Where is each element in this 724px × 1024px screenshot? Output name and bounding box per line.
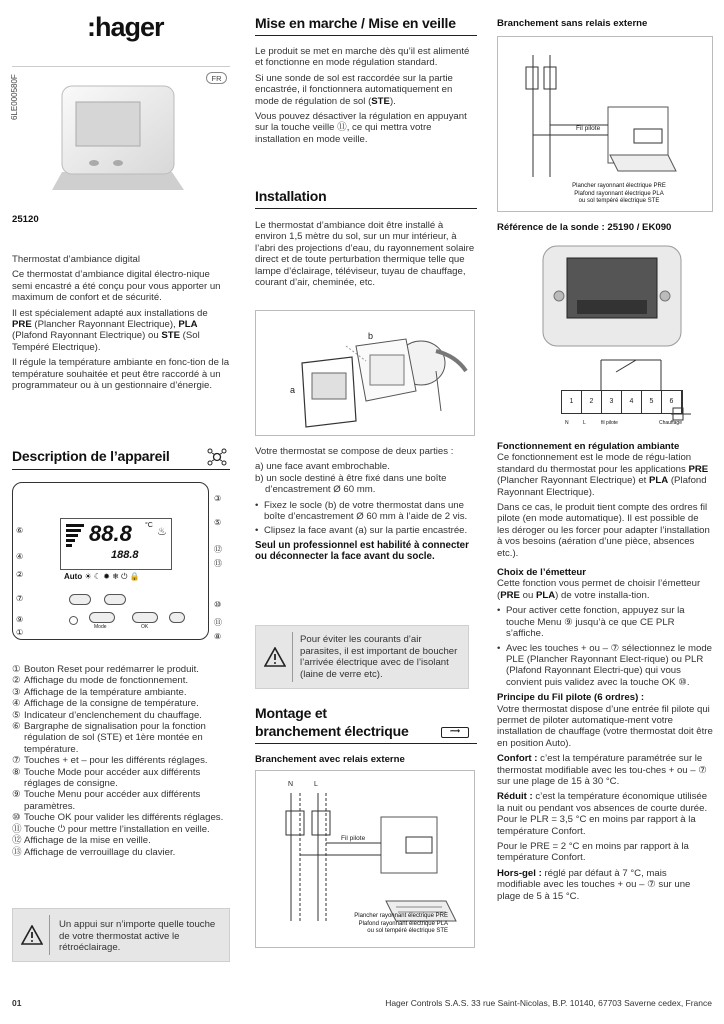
wiring-figure-sans-relais: [497, 36, 713, 212]
choix-p1: Cette fonction vous permet de choisir l’émetteur (PRE ou PLA) de votre installa-tion.: [497, 578, 701, 601]
terminal-diagram: [561, 352, 701, 428]
backlight-note: [12, 908, 230, 962]
terminal-cell: 1: [562, 391, 582, 413]
plus-button[interactable]: [104, 594, 126, 605]
fil-pilote-title: Principe du Fil pilote (6 ordres) :: [497, 692, 645, 704]
terminal-label: L: [583, 420, 586, 426]
wiring-figure-relais: [255, 770, 475, 948]
ok-button[interactable]: [132, 612, 158, 623]
choix-bullets: [497, 605, 713, 688]
reset-button[interactable]: [69, 616, 78, 625]
mode-row: [64, 572, 174, 582]
product-intro: [12, 254, 230, 395]
insulation-note: [255, 625, 469, 689]
installation-bullet: • Clipsez la face avant (a) sur la partie encastrée.: [255, 525, 477, 536]
mode-auto-label: Auto: [64, 572, 83, 581]
terminal-cell: 5: [642, 391, 662, 413]
product-p1: Ce thermostat d’ambiance digital électro-nique semi encastré a été conçu pour vous apporter un maximum de confort et de sécurité.: [12, 269, 221, 304]
setpoint-temp-display: 188.8: [111, 549, 139, 561]
confort-text: Confort : c’est la température paramétrée sur le thermostat modifiable avec les tou-ches + ou – ⑦ sur une plage de 15 à 30 °C.: [497, 753, 707, 787]
installation-heading: [255, 188, 477, 209]
description-item: ⑪ Touche ⏻ pour mettre l’installation en veille.: [12, 823, 210, 835]
description-list: [12, 664, 230, 858]
mise-en-marche-p1: Le produit se met en marche dès qu’il est alimenté et fonctionne en mode régulation standard.: [255, 46, 470, 69]
description-item: ⑦ Touches + et – pour les différents réglages.: [12, 755, 208, 767]
installation-body: [255, 446, 477, 567]
figure-label-b: b: [368, 331, 374, 341]
terminal-label: fil pilote: [601, 420, 618, 426]
snowflake-icon: ❄: [112, 572, 119, 581]
description-item: ⑤ Indicateur d’enclenchement du chauffage.: [12, 709, 202, 721]
wiring-fil-pilote: Fil pilote: [341, 835, 366, 842]
standby-icon: ⏻: [121, 572, 128, 581]
choix-bullet-1: • Pour activer cette fonction, appuyez sur la touche Menu ⑨ jusqu’à ce que CE PLR s’affiche.: [497, 605, 713, 639]
installation-bullets: [255, 500, 477, 537]
sun-icon: ☀: [84, 572, 92, 581]
product-p2: Il est spécialement adapté aux installations de PRE (Plancher Rayonnant Electrique), PLA (Plafond Rayonnant Electrique) ou STE (Sol Tempéré Electrique).: [12, 307, 208, 353]
installation-heading-text: Installation: [255, 188, 327, 204]
network-icon: [207, 448, 227, 466]
choix-title: Choix de l’émetteur: [497, 567, 587, 579]
description-item: ⑥ Bargraphe de signalisation pour la fonction régulation de sol (STE) et 1ère montée en température.: [12, 721, 206, 755]
terminal-label: N: [565, 420, 569, 426]
terminal-cell: 2: [582, 391, 602, 413]
description-item: ③ Affichage de la température ambiante.: [12, 686, 187, 698]
col3-body: [497, 441, 713, 906]
warning-icon: [264, 647, 286, 667]
terminal-cell: 4: [622, 391, 642, 413]
choix-bullet-2: • Avec les touches + ou – ⑦ sélectionnez le mode PLE (Plancher Rayonnant Elect-rique) ou PLR (Plafond Rayonnant Electri-que) qui vous convient puis validez avec la touche OK ⑩.: [497, 643, 713, 689]
compose-text: Votre thermostat se compose de deux parties :: [255, 446, 454, 457]
gear-icon: ✹: [103, 572, 110, 581]
fonctionnement-p2: Dans ce cas, le produit tient compte des ordres fil pilote (en mode automatique). Il est possible de les déroger ou les forcer pour adapter l’installation à vos besoins (aération d’une pièce, absences etc.).: [497, 502, 710, 559]
mise-en-marche-heading-text: Mise en marche / Mise en veille: [255, 15, 456, 31]
parts-list: [255, 461, 477, 495]
language-badge: FR: [206, 72, 227, 84]
sans-relais-heading: Branchement sans relais externe: [497, 18, 648, 29]
temp-unit: °C: [145, 522, 153, 529]
description-heading-text: Description de l’appareil: [12, 448, 170, 464]
parts-list-item: b) un socle destiné à être fixé dans une boîte d’encastrement Ø 60 mm.: [255, 472, 447, 496]
mode-button-label: Mode: [94, 624, 107, 630]
ok-button-label: OK: [141, 624, 149, 630]
backlight-note-text: Un appui sur n’importe quelle touche de votre thermostat active le rétroéclairage.: [59, 919, 216, 953]
moon-icon: ☾: [93, 572, 102, 581]
hager-logo: :hager: [87, 12, 164, 42]
description-item: ⑧ Touche Mode pour accéder aux différents réglages de consigne.: [12, 766, 201, 790]
relais-externe-heading: Branchement avec relais externe: [255, 754, 405, 765]
product-ref: 25120: [12, 214, 39, 225]
description-heading: [12, 448, 230, 470]
description-item: ① Bouton Reset pour redémarrer le produit.: [12, 664, 199, 675]
flame-icon: ♨: [157, 526, 167, 538]
doc-code: 6LE000580F: [10, 74, 19, 120]
minus-button[interactable]: [69, 594, 91, 605]
terminal-label: Chauffage: [659, 420, 682, 426]
pro-warning: Seul un professionnel est habilité à connecter ou déconnecter la face avant du socle.: [255, 539, 469, 563]
description-item: ⑬ Affichage de verrouillage du clavier.: [12, 846, 176, 858]
insulation-note-text: Pour éviter les courants d’air parasites, il est important de boucher l’arrivée électrique avec de l’isolant (laine de verre etc).: [300, 634, 458, 680]
horsgel-text: Hors-gel : réglé par défaut à 7 °C, mais modifiable avec les touches + ou – ⑦ sur une plage de 5 à 15 °C.: [497, 867, 691, 902]
wiring2-fil-pilote: Fil pilote: [576, 125, 601, 132]
bargraph: [66, 524, 84, 550]
wiring-label-n: N: [288, 781, 294, 788]
montage-heading: Montage et branchement électrique: [255, 704, 477, 744]
footer-address: Hager Controls S.A.S. 33 rue Saint-Nicolas, B.P. 10140, 67703 Saverne cedex, France: [385, 998, 712, 1008]
mise-en-marche-heading: [255, 15, 477, 36]
terminal-cell: 6: [662, 391, 682, 413]
mise-en-marche-body: [255, 46, 477, 149]
fonctionnement-title: Fonctionnement en régulation ambiante: [497, 441, 680, 452]
ambient-temp-display: 88.8: [89, 521, 132, 546]
wiring-caption: Plancher rayonnant électrique PRE Plafond rayonnant électrique PLA ou sol tempéré électrique STE: [354, 913, 448, 934]
parts-list-item: a) une face avant embrochable.: [255, 461, 390, 473]
wiring2-caption: Plancher rayonnant électrique PRE Plafond rayonnant électrique PLA ou sol tempéré électrique STE: [572, 183, 666, 204]
thermostat-product-photo: [52, 82, 187, 194]
description-item: ② Affichage du mode de fonctionnement.: [12, 675, 189, 687]
terminal-cell: 3: [602, 391, 622, 413]
description-item: ⑫ Affichage de la mise en veille.: [12, 835, 151, 847]
lcd-screen: [60, 518, 172, 570]
mise-en-marche-p3: Vous pouvez désactiver la régulation en appuyant sur la touche veille ⑪, ce qui mettra votre installation en mode veille.: [255, 111, 467, 145]
mise-en-marche-p2: Si une sonde de sol est raccordée sur la partie encastrée, il fonctionnera automatiquement en mode de régulation de sol (STE).: [255, 72, 453, 107]
lock-icon: 🔒: [129, 572, 140, 581]
device-diagram: 88.8 °C ♨ 188.8 Auto ☀ ☾ ✹ ❄ ⏻ 🔒 Mode OK ③ ⑤ ⑫ ⑬ ⑩ ⑪ ⑧ ⑥ ④ ② ⑦ ⑨ ①: [12, 482, 230, 642]
page-number: 01: [12, 998, 22, 1008]
product-p3: Il régule la température ambiante en fonc-tion de la température souhaitée et peut être raccordé à un programmateur ou à un gestionnaire d’énergie.: [12, 357, 230, 392]
socle-photo: [537, 240, 687, 352]
installation-figure: [255, 310, 475, 436]
pre-text: Pour le PRE = 2 °C en moins par rapport à la température Confort.: [497, 841, 689, 864]
installation-drawing: [256, 311, 474, 435]
mode-button[interactable]: [89, 612, 115, 623]
terminal-block: [561, 390, 683, 414]
top-rule: [12, 66, 230, 67]
figure-label-a: a: [290, 385, 296, 395]
description-item: ⑨ Touche Menu pour accéder aux différents paramètres.: [12, 789, 201, 812]
wiring-label-l: L: [314, 781, 318, 788]
installation-intro: Le thermostat d’ambiance doit être installé à environ 1,5 mètre du sol, sur un mur intérieur, à l’abri des projections d’eau, du rayonnement solaire direct et de toute perturbation thermique telle que lampe d’éclairage, téléviseur, tuyau de chauffage, courant d’air, cheminée, etc.: [255, 220, 475, 289]
fil-pilote-text: Votre thermostat dispose d’une entrée fil pilote qui permet de piloter automatique-ment votre installation de chauffage (votre thermostat doit être en position Auto).: [497, 703, 713, 749]
installation-bullet: • Fixez le socle (b) de votre thermostat dans une boîte d’encastrement Ø 60 mm à l’aide de 2 vis.: [255, 500, 477, 523]
standby-button[interactable]: [169, 612, 185, 623]
reduit-text: Réduit : c’est la température économique utilisée la nuit ou pendant vos absences de courte durée. Pour le PLR = 3,5 °C en moins par rapport à la température Confort.: [497, 791, 708, 837]
wiring-icon: ⟿: [441, 727, 469, 738]
product-title: Thermostat d’ambiance digital: [12, 254, 140, 265]
description-item: ④ Affichage de la consigne de température.: [12, 698, 199, 710]
warning-icon: [21, 925, 43, 945]
description-item: ⑩ Touche OK pour valider les différents réglages.: [12, 812, 224, 824]
fonctionnement-p1: Ce fonctionnement est le mode de régu-lation standard du thermostat pour les applications PRE (Plancher Rayonnant Electrique) et PLA (Plafond Rayonnant Electrique).: [497, 452, 709, 498]
sonde-heading: Référence de la sonde : 25190 / EK090: [497, 222, 672, 233]
